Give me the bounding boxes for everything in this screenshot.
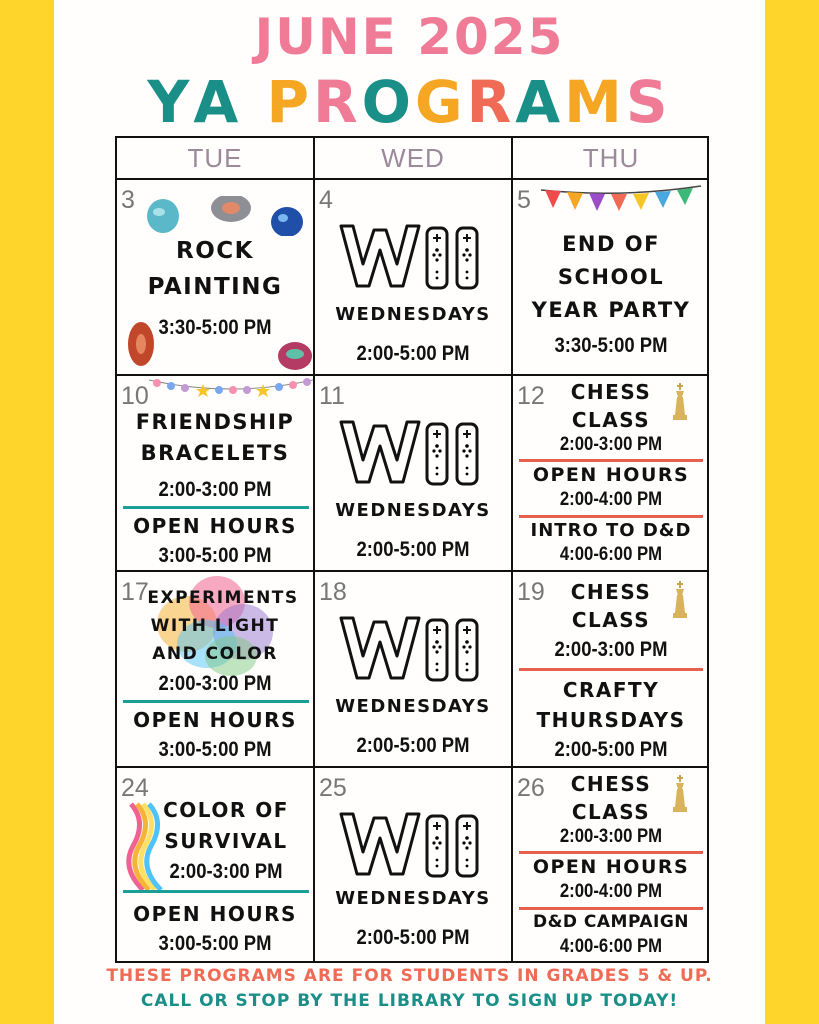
event-title: CHESS (570, 380, 652, 404)
event-time: 2:00-3:00 PM (559, 826, 663, 847)
event-time: 2:00-5:00 PM (356, 734, 470, 757)
cell-jun-24 (117, 768, 315, 963)
event-title: WEDNESDAYS (335, 888, 491, 909)
cell-jun-5 (513, 180, 709, 376)
rock-icon (123, 320, 313, 372)
event-title: CLASS (571, 800, 651, 824)
event-title: BRACELETS (140, 441, 290, 465)
event-time: 3:30-5:00 PM (554, 334, 668, 357)
event-title: COLOR OF (163, 798, 289, 822)
rock-icon (143, 196, 313, 236)
event-time: 2:00-3:00 PM (554, 638, 668, 661)
cell-jun-19 (513, 572, 709, 768)
day-number: 17 (121, 578, 149, 606)
event-title: CRAFTY (562, 678, 660, 702)
event-title: CLASS (571, 608, 651, 632)
event-time: 3:00-5:00 PM (158, 738, 272, 761)
event-title: WITH LIGHT (150, 616, 280, 636)
divider (519, 851, 703, 854)
wii-icon (335, 808, 495, 880)
divider (519, 459, 703, 462)
event-time: 3:00-5:00 PM (158, 544, 272, 567)
cell-jun-18 (315, 572, 513, 768)
cell-jun-25 (315, 768, 513, 963)
event-title: OPEN HOURS (532, 856, 690, 878)
header-thu: THU (513, 138, 709, 180)
event-title: END OF (562, 232, 660, 256)
divider (519, 668, 703, 671)
cell-jun-12 (513, 376, 709, 572)
footer-grades-note: THESE PROGRAMS ARE FOR STUDENTS IN GRADES 5 & UP. (106, 966, 713, 986)
day-number: 24 (121, 774, 149, 802)
wii-icon (335, 220, 495, 292)
cell-jun-4 (315, 180, 513, 376)
divider (519, 515, 703, 518)
event-time: 4:00-6:00 PM (559, 936, 663, 957)
divider (123, 890, 309, 893)
event-time: 2:00-4:00 PM (559, 489, 663, 510)
event-title: YEAR PARTY (531, 298, 691, 322)
divider (123, 700, 309, 703)
subtitle-letter: R (312, 68, 362, 136)
event-title: OPEN HOURS (133, 708, 297, 732)
day-number: 10 (121, 382, 149, 410)
event-time: 2:00-3:00 PM (158, 672, 272, 695)
subtitle-letter: G (414, 68, 467, 136)
event-title: WEDNESDAYS (335, 696, 491, 717)
divider (519, 907, 703, 910)
day-number: 25 (319, 774, 347, 802)
wii-icon (335, 416, 495, 488)
event-title: INTRO TO D&D (530, 520, 692, 541)
event-time: 3:30-5:00 PM (158, 316, 272, 339)
header-tue: TUE (117, 138, 315, 180)
event-title: EXPERIMENTS (147, 588, 299, 608)
day-number: 4 (319, 186, 333, 214)
subtitle-letter: P (266, 68, 313, 136)
day-number: 26 (517, 774, 545, 802)
event-time: 2:00-3:00 PM (559, 434, 663, 455)
header-wed: WED (315, 138, 513, 180)
bunting-icon (539, 184, 703, 218)
event-time: 2:00-3:00 PM (158, 478, 272, 501)
subtitle-letter: A (193, 68, 243, 136)
calendar-grid (115, 136, 709, 963)
day-number: 18 (319, 578, 347, 606)
subtitle-letter: M (564, 68, 626, 136)
event-time: 4:00-6:00 PM (559, 544, 663, 565)
day-number: 12 (517, 382, 545, 410)
event-title: CHESS (570, 772, 652, 796)
cell-jun-11 (315, 376, 513, 572)
day-number: 19 (517, 578, 545, 606)
day-number: 5 (517, 186, 531, 214)
event-title: PAINTING (147, 274, 283, 300)
event-time: 2:00-4:00 PM (559, 881, 663, 902)
divider (123, 506, 309, 509)
subtitle-letter: O (361, 68, 415, 136)
cell-jun-10 (117, 376, 315, 572)
event-title: AND COLOR (152, 644, 278, 664)
event-title: ROCK (176, 238, 254, 264)
event-title: D&D CAMPAIGN (532, 912, 690, 932)
event-title: FRIENDSHIP (135, 410, 295, 434)
event-title: SURVIVAL (164, 829, 288, 853)
event-time: 3:00-5:00 PM (158, 932, 272, 955)
flyer-title: JUNE 2025 (254, 8, 565, 66)
event-title: OPEN HOURS (532, 464, 690, 486)
wii-icon (335, 612, 495, 684)
event-time: 2:00-5:00 PM (356, 926, 470, 949)
event-title: SCHOOL (557, 265, 665, 289)
day-number: 3 (121, 186, 135, 214)
day-number: 11 (319, 382, 345, 410)
flyer-subtitle (54, 68, 765, 136)
subtitle-letter: R (466, 68, 516, 136)
event-time: 2:00-3:00 PM (169, 860, 283, 883)
event-title: WEDNESDAYS (335, 304, 491, 325)
event-time: 2:00-5:00 PM (554, 738, 668, 761)
subtitle-letter: Y (147, 68, 194, 136)
cell-jun-26 (513, 768, 709, 963)
event-title: CHESS (570, 580, 652, 604)
subtitle-letter: A (515, 68, 565, 136)
event-title: OPEN HOURS (133, 514, 297, 538)
event-title: CLASS (571, 408, 651, 432)
bead-string-icon (147, 376, 315, 400)
event-time: 2:00-5:00 PM (356, 538, 470, 561)
event-time: 2:00-5:00 PM (356, 342, 470, 365)
cell-jun-3 (117, 180, 315, 376)
event-title: WEDNESDAYS (335, 500, 491, 521)
footer-signup-note: CALL OR STOP BY THE LIBRARY TO SIGN UP TODAY! (140, 991, 679, 1011)
event-title: THURSDAYS (536, 708, 686, 732)
subtitle-letter: S (625, 68, 672, 136)
event-title: OPEN HOURS (133, 902, 297, 926)
cell-jun-17 (117, 572, 315, 768)
